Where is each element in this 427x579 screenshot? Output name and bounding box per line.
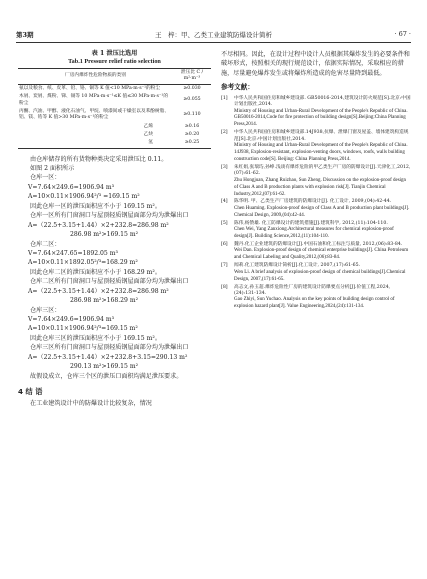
reference-text [234,199,411,219]
table-caption-en: Tab.1 Pressure relief ratio selection [68,58,161,66]
reference-item [221,263,411,283]
reference-en: Gao Zhiyi, Sun Yuchao. Analysis on the key points of building design control of explosion hazard plant[J]. Value Engineering,2024,(24):131-134. [234,297,395,310]
body-line: 因此仓库三区的泄压面积应不小于 169.15 m²。 [30,334,161,342]
table-row [18,108,211,123]
reference-number: [1] [221,95,228,101]
body-paragraph: 仓库一区所有门窗洞口与屋顶轻质钢屋面部分均为泄爆出口 [30,212,189,220]
reference-en: Wen Li. A brief analysis of explosion-proof design of chemical buildings[J].Chemical Design, 2007,(17):61-65. [234,269,406,282]
body-paragraph: 仓库二区所有门窗洞口与屋顶轻质钢屋面部分均为泄爆出口 [30,278,189,286]
table-cell: ≥0.110 [183,112,201,118]
table-caption-cn: 表 1 泄压比选用 [91,50,138,57]
table-cell: ≥0.030 [183,85,201,91]
table-cell: 乙炔 [143,131,153,137]
references-heading: 参考文献： [221,83,254,92]
table-cell: 木屑、炭屑、煤粉、锑、锡等 10 MPa·m·s⁻¹≤K 值≤30 MPa·m·s⁻¹的粉尘 [19,94,169,106]
reference-item [221,221,411,241]
table-row [18,93,211,108]
equation: 286.98 m²>168.29 m² [70,297,139,305]
equation: A=（22.5+3.15+1.44）×2+232.8=286.98 m² [28,221,169,229]
reference-text [234,165,411,199]
reference-cn: 中华人民共和国住房和城乡建设部.14J938,抗爆、泄爆门窗及屋盖、墙体建筑构造规范[S].北京:中国计划出版社,2014. [234,130,409,142]
table-cell: 丙酮、汽油、甲醇、液化石油气、甲烷、喷漆间或干燥室以及苯酚树脂、铝、镁、锆等 K 值>30 MPa·m·s⁻¹的粉尘 [19,108,170,121]
equation: 290.13 m²>169.15 m² [70,363,139,371]
equation: A=10×0.11×1906.94²/³ =169.15 m² [28,193,140,201]
reference-en: Chen Wei, Yang Zanxiong.Architectural measures for chemical explosion-proof design[J]. Building Science,2012,(11):104-110. [234,227,394,240]
reference-text [234,130,411,164]
reference-text [234,96,411,130]
right-column [221,50,411,312]
reference-cn: 朱红娟,张瑞玙,孙峥.浅谈有爆炸危险的甲乙类生产厂房的防爆设计[J].天津化工,2012,(07):61-62. [234,164,411,177]
reference-text [234,285,411,312]
equation: A=（22.5+3.15+1.44）×2+232.8+3.15=290.13 m² [28,353,188,361]
equation: A=（22.5+3.15+1.44）×2+232.8=286.98 m² [28,287,169,295]
reference-number: [3] [221,164,228,170]
reference-item [221,242,411,262]
table-cell: 乙烯 [143,123,153,129]
equation: V=7.64×249.6=1906.94 m³ [28,316,115,323]
body-line: 如图 2 面积所示 [30,165,75,172]
body-line: 仓库二区： [30,240,61,248]
equation: V=7.64×249.6=1906.94 m³ [28,183,115,191]
reference-number: [2] [221,130,228,136]
table-cell: ≥0.16 [184,123,200,129]
reference-en: Chen Huaming. Explosion-proof design of Class A and B production plant buildings[J]. Chemical Design, 2009,(04):42-44. [234,205,410,218]
reference-en: Ministry of Housing and Urban-Rural Development of the People's Republic of China. GB50016-2014,Code for fire protection of building design[S].Beijing:China Planning Press,2014. [234,108,408,128]
reference-list [221,96,411,312]
reference-item [221,130,411,164]
reference-number: [4] [221,199,228,205]
table-header-ratio: 泄压比 C / m²·m⁻³ [173,69,211,85]
reference-item [221,199,411,219]
body-paragraph: 在工业建筑设计中的防爆设计比较复杂，情况 [30,400,152,408]
reference-number: [6] [221,241,228,247]
body-line: 因此仓库一区的泄压面积应不小于 169.15 m²。 [30,202,161,210]
reference-en: Wei Dan. Explosion-proof design of chemical enterprise buildings[J]. China Petroleum and Chemical Labeling and Quality,2012,(06):83-84. [234,248,409,261]
body-paragraph: 由仓库储存的所有货物种类决定采用泄压比 0.11。 [30,155,168,163]
running-title: 王 梓：甲、乙类工业建筑防爆设计简析 [155,31,272,39]
equation: A=10×0.11×1906.94²/³=169.15 m² [28,325,138,333]
body-line: 仓库一区： [30,174,61,182]
table-cell: 氨以及粮食、纸、皮革、铅、铬、铜等 K 值<10 MPa·m·s⁻¹的粉尘 [19,85,161,91]
table-row [18,84,211,93]
reference-number: [5] [221,220,228,226]
header-rule [16,42,411,43]
equation: V=7.64×247.65=1892.05 m³ [28,249,118,257]
section-heading: 4 结 语 [18,387,43,397]
body-paragraph: 不尽相同。因此，在设计过程中设计人员根据其爆炸发生的必要条件和破坏形式，按照相关的现行规范设计，依据实际情况，采取相应的措施，尽量避免爆炸发生或将爆炸所造成的危害尽量降到最低。 [221,51,410,77]
issue-number: 第3期 [16,31,34,39]
body-paragraph: 故假设成立，仓库三个区的泄压口面积均满足泄压要求。 [30,372,183,380]
body-paragraph: 仓库三区所有门窗洞口与屋顶轻质钢屋面部分均为泄爆出口 [30,344,189,352]
page-number: · 67 · [394,30,411,38]
equation: A=10×0.11×1892.05²/³=168.29 m² [28,259,138,267]
table-row [18,123,211,131]
reference-cn: 闻莉.化工建筑防爆设计简析[J].化工设计, 2007,(17):61-65. [234,263,361,269]
reference-number: [7] [221,263,228,269]
reference-cn: 陈伟,杨赞雄. 化工防爆设计的建筑措施[J].建筑科学, 2012,(11):104-110. [234,220,388,226]
table-row [18,139,211,148]
reference-en: Zhu Hongjuan, Zhang Ruizhao, Sun Zheng. Discussion on the explosion-proof design of Class A and B production plants with explosion risk[J]. Tianjin Chemical Industry,2012,(07):61-62. [234,177,407,197]
reference-cn: 魏丹.化工企业建筑的防爆设计[J].中国石油和化工标注与质量, 2012,(06):83-84. [234,241,403,247]
table-row [18,131,211,139]
reference-item [221,165,411,199]
table-cell: ≥0.20 [184,131,200,137]
reference-item [221,285,411,312]
body-line: 仓库三区： [30,306,61,314]
equation: 286.98 m²>169.15 m² [70,231,139,239]
reference-cn: 中华人民共和国住房和城乡建设部. GB50016-2014,建筑设计防火规范[S].北京:中国计划出版社,2014. [234,95,411,108]
reference-en: Ministry of Housing and Urban-Rural Development of the People's Republic of China. 14J938, Explosion-resistant, explosion-venting doors, windows, roofs, walls building construction code[S]. Beijing: China Planning Press,2014. [234,143,408,162]
reference-cn: 陈华明. 甲、乙类生产厂房建筑的防爆设计[J]. 化工设计, 2009,(04):42-44. [234,199,392,205]
reference-text [234,242,411,262]
reference-item [221,96,411,130]
left-column [18,50,211,409]
table-cell: ≥0.25 [173,139,211,148]
reference-text [234,221,411,241]
body-line: 因此仓库二区的泄压面积应不小于 168.29 m²。 [30,268,161,276]
table-header-category: 厂房内爆炸性危险物质的类别 [18,69,173,85]
pressure-relief-table [18,68,211,148]
table-cell: ≥0.055 [183,97,201,103]
reference-number: [8] [221,284,228,290]
table-cell: 氢 [18,139,173,148]
reference-cn: 高志文,孙玉超.爆炸危险性厂房的建筑设计防爆要点分析[J].价值工程,2024,(24):131-134. [234,284,391,296]
reference-text [234,263,411,283]
